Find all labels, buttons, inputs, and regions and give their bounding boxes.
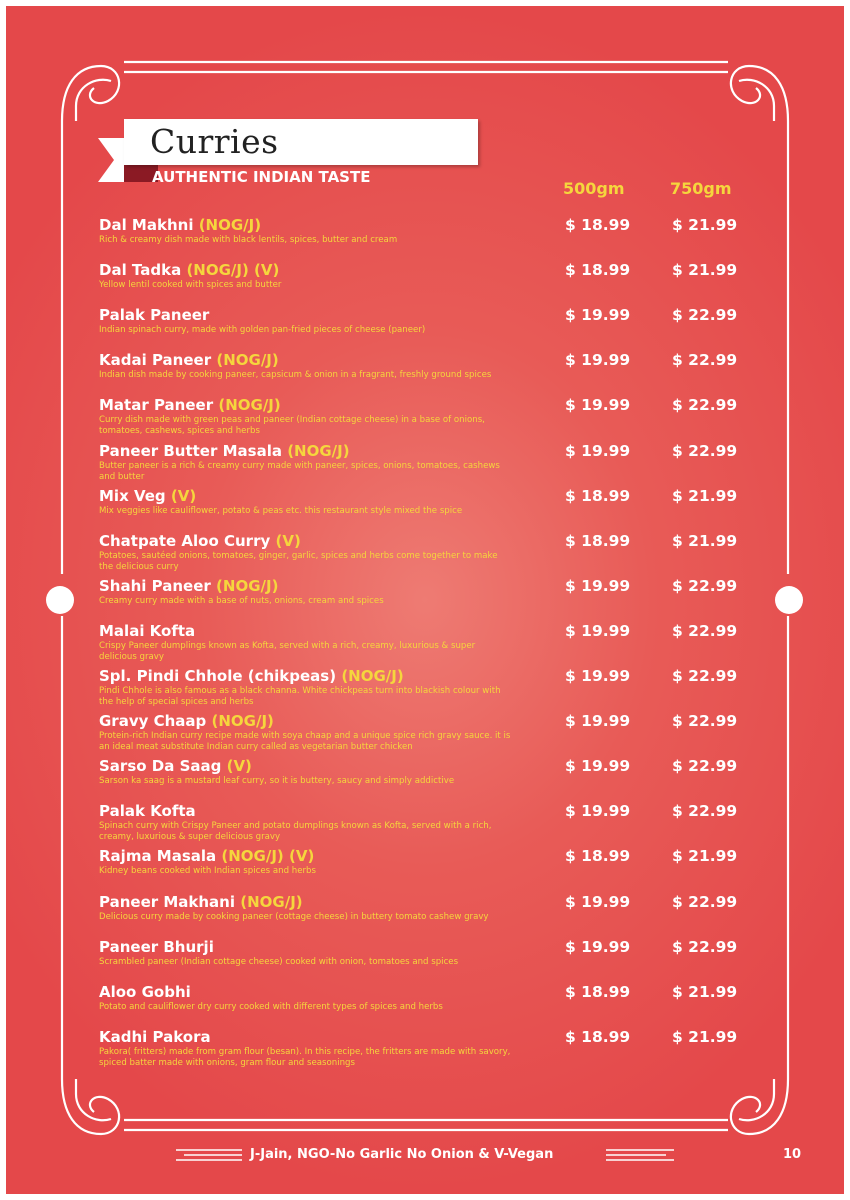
item-name: Palak Paneer xyxy=(99,306,210,325)
item-name: Aloo Gobhi xyxy=(99,982,191,1001)
price-large: $ 22.99 xyxy=(672,802,738,821)
menu-item xyxy=(99,893,749,938)
item-description: Yellow lentil cooked with spices and butter xyxy=(99,280,282,291)
price-small: $ 18.99 xyxy=(565,1027,631,1046)
item-description: Pakora( fritters) made from gram flour (besan). In this recipe, the fritters are made with savory, spiced batter made with onions, gram flour and seasonings xyxy=(99,1046,511,1068)
item-diet-tag: (NOG/J) xyxy=(341,667,404,685)
price-large: $ 22.99 xyxy=(672,937,738,956)
price-small: $ 19.99 xyxy=(565,621,631,640)
item-name: Chatpate Aloo Curry xyxy=(99,531,271,550)
menu-item xyxy=(99,938,749,983)
item-name: Matar Paneer xyxy=(99,396,214,415)
item-name-line xyxy=(99,306,209,324)
item-diet-tag: (NOG/J) xyxy=(198,216,262,234)
menu-item xyxy=(99,442,749,487)
item-diet-tag: (NOG/J) (V) xyxy=(221,847,315,866)
menu-page xyxy=(6,6,844,1194)
item-diet-tag: (NOG/J) xyxy=(218,396,281,415)
item-description: Scrambled paneer (Indian cottage cheese) cooked with onion, tomatoes and spices xyxy=(99,956,459,967)
menu-item xyxy=(99,847,749,892)
footer-legend-bar xyxy=(6,1144,844,1168)
item-description: Potatoes, sautéed onions, tomatoes, ginger, garlic, spices and herbs come together to make the delicious curry xyxy=(99,550,498,572)
item-diet-tag: (V) xyxy=(170,486,197,505)
price-small: $ 18.99 xyxy=(565,531,631,550)
item-name: Gravy Chaap xyxy=(99,712,207,731)
item-name-line xyxy=(99,893,303,911)
item-description: Indian dish made by cooking paneer, capsicum & onion in a fragrant, freshly ground spices xyxy=(99,370,492,381)
price-large: $ 21.99 xyxy=(672,1027,738,1046)
item-name: Malai Kofta xyxy=(99,621,196,640)
price-small: $ 19.99 xyxy=(565,576,631,595)
item-description: Mix veggies like cauliflower, potato & peas etc. this restaurant style mixed the spice xyxy=(99,505,463,516)
item-name-line xyxy=(99,351,279,369)
item-name: Shahi Paneer xyxy=(99,576,211,595)
right-ornament-circle xyxy=(775,586,803,614)
item-diet-tag: (NOG/J) xyxy=(211,712,274,731)
item-description: Butter paneer is a rich & creamy curry made with paneer, spices, onions, tomatoes, cashews and butter xyxy=(99,460,500,482)
item-diet-tag: (NOG/J) xyxy=(216,351,279,370)
size-header-large: 750gm xyxy=(670,179,732,198)
menu-item xyxy=(99,667,749,712)
menu-item xyxy=(99,983,749,1028)
left-ornament-circle xyxy=(46,586,74,614)
item-name: Paneer Butter Masala xyxy=(99,441,282,460)
item-description: Kidney beans cooked with Indian spices and herbs xyxy=(99,866,316,877)
price-large: $ 22.99 xyxy=(672,306,738,325)
price-small: $ 18.99 xyxy=(565,261,631,280)
item-diet-tag: (V) xyxy=(226,757,252,776)
price-large: $ 22.99 xyxy=(672,667,738,685)
item-name-line xyxy=(99,532,301,550)
item-name: Kadai Paneer xyxy=(99,351,212,370)
item-name-line xyxy=(99,712,274,730)
item-name-line xyxy=(99,983,191,1001)
price-large: $ 22.99 xyxy=(672,576,738,595)
price-small: $ 18.99 xyxy=(565,982,631,1001)
item-name: Dal Tadka xyxy=(99,261,182,280)
price-large: $ 22.99 xyxy=(672,712,738,731)
menu-item xyxy=(99,261,749,306)
price-large: $ 22.99 xyxy=(672,441,738,460)
menu-item xyxy=(99,622,749,667)
section-title-banner xyxy=(124,119,478,165)
item-name: Sarso Da Saag xyxy=(99,757,222,776)
item-name: Mix Veg xyxy=(99,486,166,505)
price-large: $ 22.99 xyxy=(672,757,738,776)
item-name: Paneer Bhurji xyxy=(99,937,214,956)
item-diet-tag: (NOG/J) xyxy=(240,892,303,911)
item-name-line xyxy=(99,757,252,775)
price-large: $ 22.99 xyxy=(672,621,738,640)
item-description: Protein-rich Indian curry recipe made with soya chaap and a unique spice rich gravy sauce. it is an ideal meat substitute Indian curry called as vegetarian butter chicken xyxy=(99,731,511,753)
price-small: $ 18.99 xyxy=(565,847,631,866)
menu-item xyxy=(99,757,749,802)
price-small: $ 19.99 xyxy=(565,802,631,821)
item-diet-tag: (NOG/J) (V) xyxy=(186,261,280,280)
section-subtitle: AUTHENTIC INDIAN TASTE xyxy=(152,168,371,186)
menu-item xyxy=(99,396,749,441)
item-name-line xyxy=(99,216,261,234)
item-description: Crispy Paneer dumplings known as Kofta, served with a rich, creamy, luxurious & super delicious gravy xyxy=(99,640,476,662)
menu-item xyxy=(99,1028,749,1073)
menu-item xyxy=(99,351,749,396)
price-large: $ 21.99 xyxy=(672,847,738,866)
menu-item xyxy=(99,577,749,622)
menu-item xyxy=(99,306,749,351)
item-name-line xyxy=(99,622,195,640)
item-name-line xyxy=(99,667,404,685)
item-name-line xyxy=(99,396,281,414)
page-number: 10 xyxy=(783,1147,802,1162)
item-name-line xyxy=(99,847,314,865)
price-large: $ 22.99 xyxy=(672,351,738,370)
item-name: Palak Kofta xyxy=(99,802,196,821)
item-description: Delicious curry made by cooking paneer (cottage cheese) in buttery tomato cashew gravy xyxy=(99,911,489,922)
price-large: $ 21.99 xyxy=(672,261,738,280)
item-diet-tag: (V) xyxy=(275,531,301,550)
item-name-line xyxy=(99,261,279,279)
price-large: $ 21.99 xyxy=(672,486,738,505)
price-small: $ 19.99 xyxy=(565,306,631,325)
price-large: $ 22.99 xyxy=(672,396,738,415)
item-name: Spl. Pindi Chhole (chikpeas) xyxy=(99,667,337,685)
price-small: $ 19.99 xyxy=(565,441,631,460)
footer-legend: J-Jain, NGO-No Garlic No Onion & V-Vegan xyxy=(250,1147,554,1162)
size-header-small: 500gm xyxy=(563,179,625,198)
item-description: Rich & creamy dish made with black lentils, spices, butter and cream xyxy=(99,235,398,245)
item-description: Pindi Chhole is also famous as a black channa. White chickpeas turn into blackish colour with the help of special spices and herbs xyxy=(99,686,501,707)
menu-item xyxy=(99,216,749,261)
item-description: Sarson ka saag is a mustard leaf curry, so it is buttery, saucy and simply addictive xyxy=(99,776,455,787)
price-large: $ 22.99 xyxy=(672,892,738,911)
section-title: Curries xyxy=(150,122,279,161)
price-small: $ 19.99 xyxy=(565,937,631,956)
item-name-line xyxy=(99,442,350,460)
item-name: Kadhi Pakora xyxy=(99,1027,211,1046)
item-name-line xyxy=(99,938,214,956)
price-small: $ 18.99 xyxy=(565,486,631,505)
item-diet-tag: (NOG/J) xyxy=(287,441,350,460)
item-description: Curry dish made with green peas and paneer (Indian cottage cheese) in a base of onions, tomatoes, cashews, spices and herbs xyxy=(99,415,485,437)
item-name: Paneer Makhani xyxy=(99,892,236,911)
item-name-line xyxy=(99,577,278,595)
item-name: Dal Makhni xyxy=(99,216,194,234)
price-small: $ 19.99 xyxy=(565,757,631,776)
item-diet-tag: (NOG/J) xyxy=(216,576,279,595)
menu-item xyxy=(99,712,749,757)
price-large: $ 21.99 xyxy=(672,216,738,234)
price-small: $ 18.99 xyxy=(565,216,631,234)
item-name: Rajma Masala xyxy=(99,847,217,866)
item-description: Spinach curry with Crispy Paneer and potato dumplings known as Kofta, served with a rich, creamy, luxurious & super delicious gravy xyxy=(99,821,492,843)
menu-item xyxy=(99,532,749,577)
item-description: Creamy curry made with a base of nuts, onions, cream and spices xyxy=(99,595,384,606)
item-description: Indian spinach curry, made with golden pan-fried pieces of cheese (paneer) xyxy=(99,325,426,336)
price-small: $ 19.99 xyxy=(565,351,631,370)
item-description: Potato and cauliflower dry curry cooked with different types of spices and herbs xyxy=(99,1001,443,1012)
price-large: $ 21.99 xyxy=(672,982,738,1001)
price-large: $ 21.99 xyxy=(672,531,738,550)
item-name-line xyxy=(99,802,196,820)
menu-item xyxy=(99,487,749,532)
item-name-line xyxy=(99,1028,211,1046)
menu-item xyxy=(99,802,749,847)
price-small: $ 19.99 xyxy=(565,396,631,415)
price-small: $ 19.99 xyxy=(565,892,631,911)
price-small: $ 19.99 xyxy=(565,667,631,685)
price-small: $ 19.99 xyxy=(565,712,631,731)
item-name-line xyxy=(99,487,196,505)
